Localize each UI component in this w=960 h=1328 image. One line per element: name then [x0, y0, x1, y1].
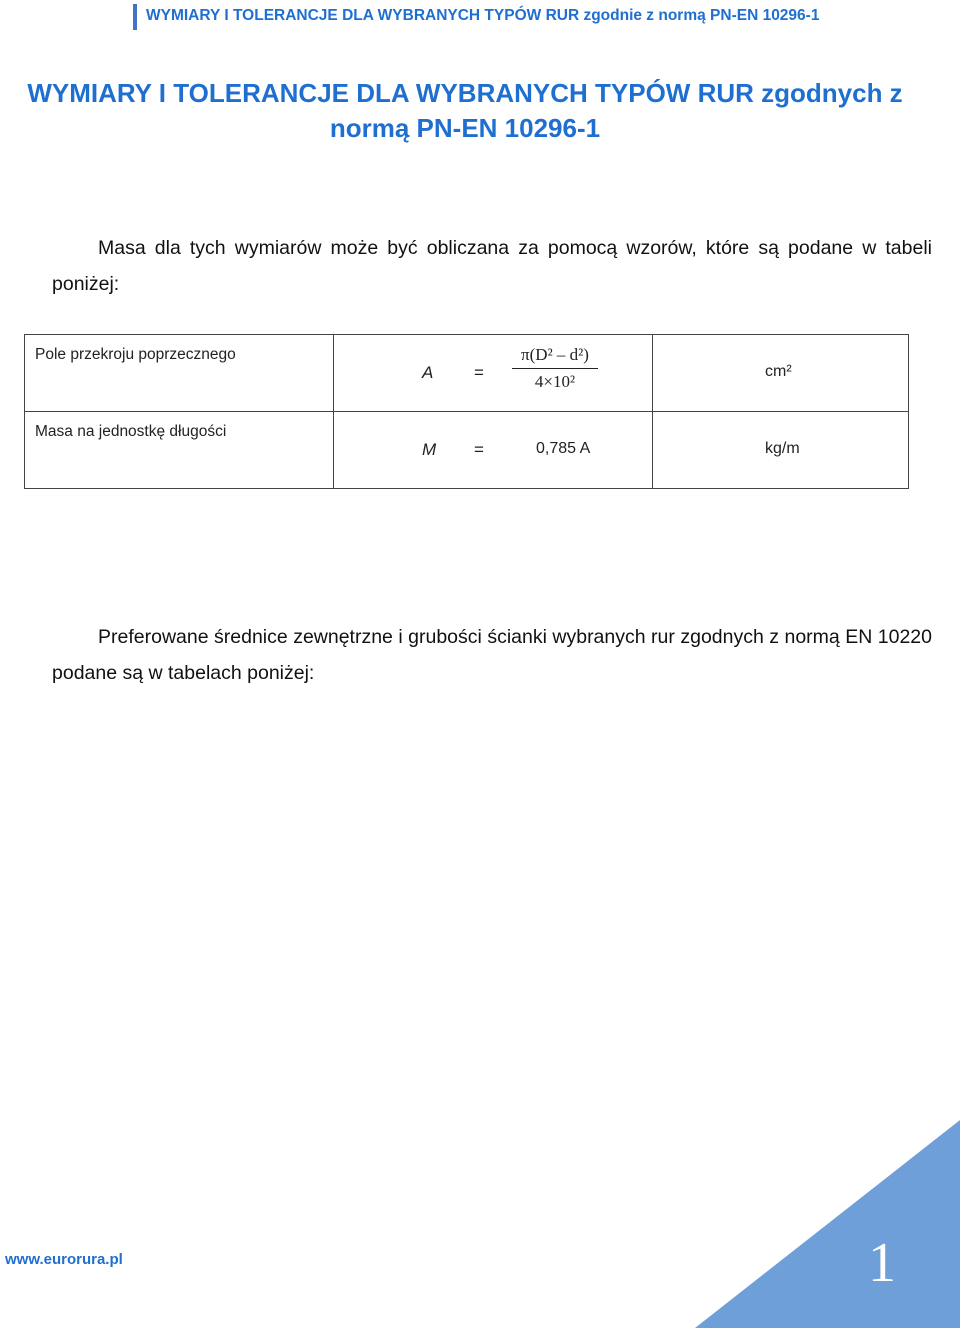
footer-website-link[interactable]: www.eurorura.pl: [5, 1251, 123, 1268]
page-title-line-2: normą PN-EN 10296-1: [329, 113, 601, 143]
second-paragraph: Preferowane średnice zewnętrzne i grubości ścianki wybranych rur zgodnych z normą EN 10220 podane są w tabelach poniżej:: [52, 626, 932, 684]
equals-sign: =: [474, 440, 484, 459]
fraction-numerator: π(D² – d²): [512, 345, 598, 369]
formula-symbol: M: [422, 440, 437, 459]
formula-value: 0,785 A: [536, 440, 591, 457]
page-number: 1: [868, 1232, 896, 1294]
unit-label: kg/m: [765, 440, 800, 457]
intro-paragraph: Masa dla tych wymiarów może być obliczana za pomocą wzorów, które są podane w tabeli poniżej:: [52, 237, 932, 295]
unit-label: cm²: [765, 363, 792, 380]
equals-sign: =: [474, 363, 484, 382]
fraction-denominator: 4×10²: [534, 372, 576, 391]
row-label: Masa na jednostkę długości: [35, 423, 227, 440]
page-title-line-1: WYMIARY I TOLERANCJE DLA WYBRANYCH TYPÓW RUR zgodnych z: [27, 78, 903, 108]
running-header: WYMIARY I TOLERANCJE DLA WYBRANYCH TYPÓW RUR zgodnie z normą PN-EN 10296-1: [146, 7, 820, 24]
row-label: Pole przekroju poprzecznego: [35, 346, 236, 363]
formula-symbol: A: [422, 363, 434, 382]
